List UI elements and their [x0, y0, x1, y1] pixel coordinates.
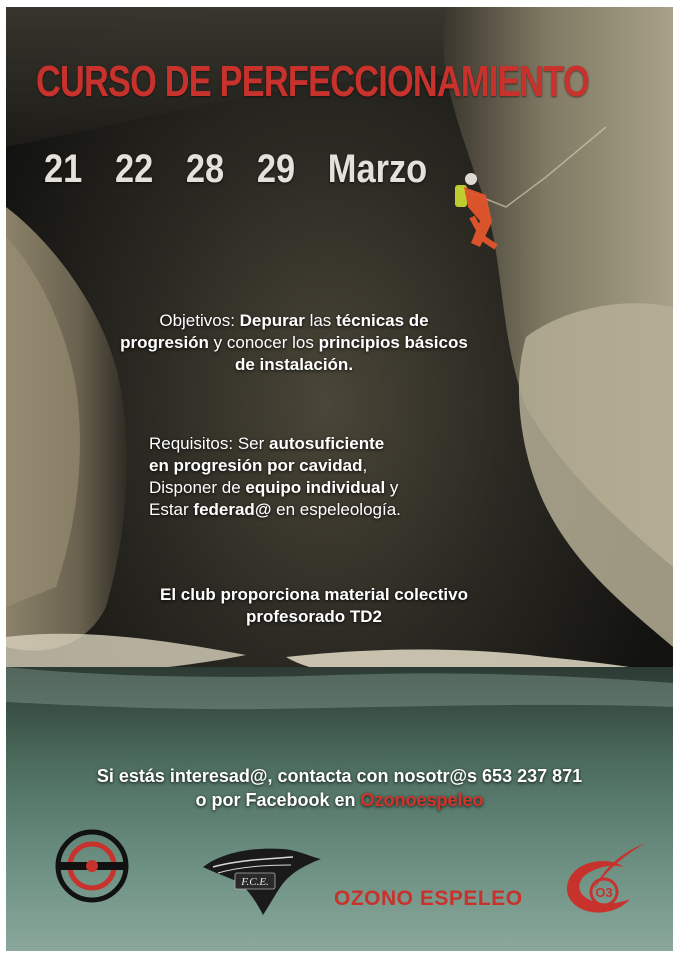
requirements-text-6: en espeleología.: [271, 500, 401, 519]
requirements-line-2: [149, 455, 479, 477]
facebook-link[interactable]: Ozonoespeleo: [360, 790, 484, 810]
federacion-cantabra-logo: [50, 824, 134, 908]
requirements-line-3: [149, 477, 479, 499]
date-day-3: 28: [185, 147, 225, 191]
objectives-bold-2: técnicas de progresión: [120, 311, 429, 352]
objectives-label: Objetivos:: [159, 311, 240, 330]
date-month: Marzo: [327, 147, 428, 191]
requirements-text-4: y: [385, 478, 399, 497]
ozono-espeleo-name: OZONO ESPELEO: [334, 887, 523, 910]
fce-bird-logo: [193, 837, 323, 917]
contact-line-phone: Si estás interesad@, contacta con nosotr@s 653 237 871: [96, 766, 583, 786]
club-line-2: profesorado TD2: [245, 607, 383, 626]
poster: [6, 7, 673, 951]
requirements-text-5: Estar: [149, 500, 194, 519]
course-title: CURSO DE PERFECCIONAMIENTO: [36, 57, 590, 106]
objectives-text: [114, 310, 474, 376]
objectives-text-3: y conocer los: [208, 333, 319, 352]
date-day-1: 21: [44, 147, 83, 191]
objectives-text-2: las: [304, 311, 337, 330]
requirements-bold-1: autosuficiente: [269, 434, 385, 453]
requirements-bold-4: federad@: [193, 500, 272, 519]
svg-text:F.C.E.: F.C.E.: [241, 876, 269, 888]
requirements-label: Requisitos: Ser: [149, 434, 269, 453]
date-day-2: 22: [114, 147, 154, 191]
club-line-1: El club proporciona material colectivo: [160, 585, 468, 604]
club-provides-text: [114, 584, 514, 628]
contact-line-facebook: [6, 788, 673, 812]
requirements-line-4: [149, 499, 479, 521]
requirements-text: [149, 433, 479, 521]
requirements-comma: ,: [362, 456, 368, 475]
objectives-bold-1: Depurar: [239, 311, 305, 330]
svg-text:O3: O3: [595, 885, 613, 900]
requirements-bold-3: equipo individual: [245, 478, 386, 497]
course-dates: [44, 147, 460, 192]
objectives-bold-3: principios básicos de instalación.: [234, 333, 468, 374]
requirements-bold-2: en progresión por cavidad: [149, 456, 363, 475]
requirements-line-1: [149, 433, 479, 455]
contact-text: [6, 764, 673, 812]
date-day-4: 29: [256, 147, 296, 191]
facebook-prefix: o por Facebook en: [195, 790, 361, 810]
ozono-espeleo-logo: [554, 837, 650, 923]
requirements-text-3: Disponer de: [149, 478, 246, 497]
